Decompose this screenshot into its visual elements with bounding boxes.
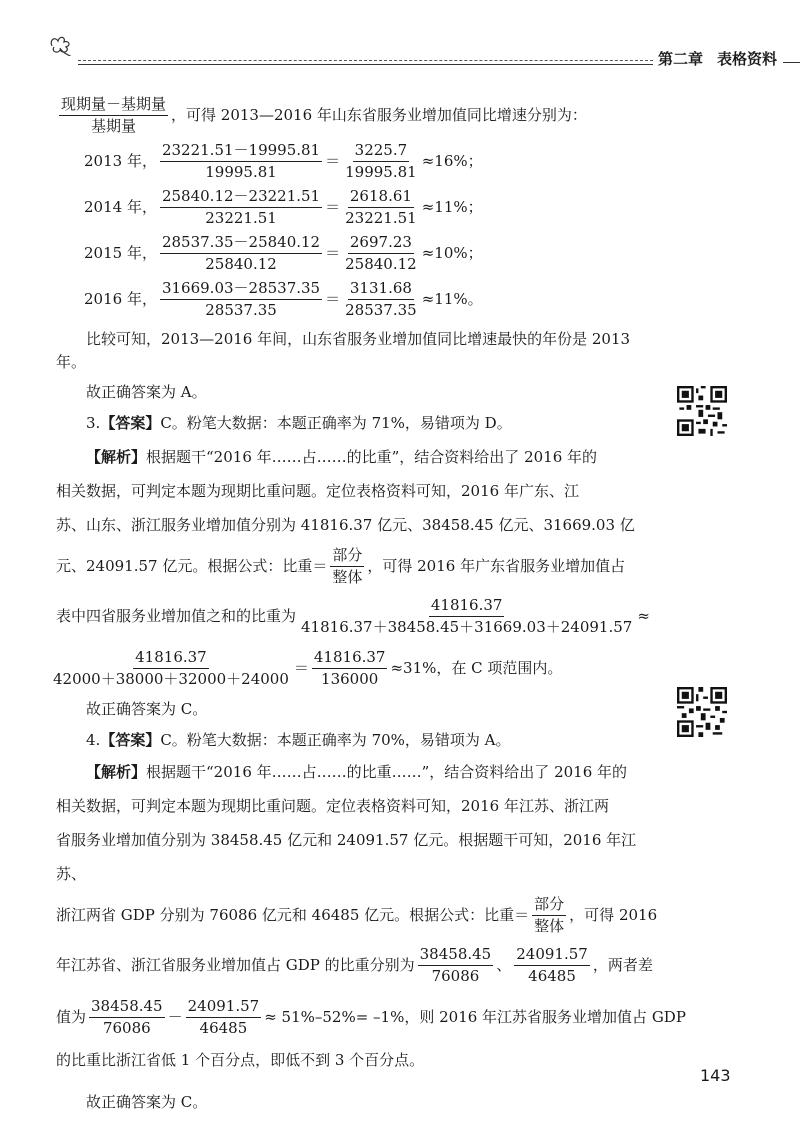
growth-fraction-simplified — [343, 279, 419, 320]
growth-fraction-simplified — [343, 233, 419, 274]
q4-line-6 — [56, 991, 686, 1043]
fraction-numerator: 23221.51－19995.81 — [160, 141, 322, 162]
fraction-denominator: 25840.12 — [345, 254, 417, 273]
q4-line-5-text-b: ，两者差 — [592, 955, 653, 974]
year-label: 2016 年， — [84, 289, 157, 308]
q3-explain-tag: 【解析】 — [86, 448, 147, 466]
fraction-denominator: 76086 — [102, 1018, 151, 1037]
q4-line-1-text: 根据题干“2016 年……占……的比重……”，结合资料给出了 2016 年的 — [146, 763, 628, 781]
fraction-denominator: 76086 — [431, 966, 480, 985]
fraction-numerator: 25840.12－23221.51 — [160, 187, 322, 208]
fraction-denominator: 23221.51 — [345, 208, 417, 227]
growth-row-2015 — [56, 230, 650, 276]
q3-calc-result: ≈31%，在 C 项范围内。 — [390, 658, 563, 677]
q4-line-1 — [56, 755, 650, 789]
fraction-denominator: 42000＋38000＋32000＋24000 — [53, 669, 289, 688]
growth-row-2013 — [56, 138, 650, 184]
q3-line-5-text: 表中四省服务业增加值之和的比重为 — [56, 606, 297, 625]
compare-paragraph: 比较可知，2013—2016 年间，山东省服务业增加值同比增速最快的年份是 2013 年。 — [56, 330, 631, 371]
q3-calc-fraction-2 — [51, 648, 291, 689]
q3-line-4-text-b: ，可得 2016 年广东省服务业增加值占 — [367, 556, 626, 575]
q3-explanation — [53, 440, 650, 721]
fraction-denominator: 136000 — [321, 669, 379, 688]
jiangsu-ratio-fraction — [418, 945, 494, 986]
fraction-numerator: 24091.57 — [186, 997, 262, 1018]
fraction-denominator: 19995.81 — [345, 162, 417, 181]
year-label: 2015 年， — [84, 243, 157, 262]
fraction-numerator: 41816.37 — [312, 648, 388, 669]
header-rule-tail — [783, 62, 800, 63]
formula-denominator: 整体 — [332, 567, 363, 586]
equals-sign: ＝ — [325, 151, 341, 170]
growth-fraction-simplified — [343, 187, 419, 228]
q4-explanation — [56, 755, 686, 1114]
year-label: 2014 年， — [84, 197, 157, 216]
fraction-denominator: 46485 — [199, 1018, 248, 1037]
header-rule-solid — [78, 64, 653, 65]
q3-line-1-text: 根据题干“2016 年……占……的比重”，结合资料给出了 2016 年的 — [146, 448, 598, 466]
q4-line-4-text-a: 浙江两省 GDP 分别为 76086 亿元和 46485 亿元。根据公式：比重＝ — [56, 905, 530, 924]
fraction-numerator: 41816.37 — [133, 648, 209, 669]
zhejiang-ratio-fraction — [514, 945, 590, 986]
jiangsu-ratio-fraction — [89, 997, 165, 1038]
q3-line-3: 苏、山东、浙江服务业增加值分别为 41816.37 亿元、38458.45 亿元、31669.03 亿 — [56, 516, 635, 534]
fraction-denominator: 46485 — [528, 966, 576, 985]
q3-line-2: 相关数据，可判定本题为现期比重问题。定位表格资料可知，2016 年广东、江 — [56, 482, 579, 500]
q4-answer-paragraph: 故正确答案为 C。 — [86, 1093, 208, 1111]
growth-result: ≈11%； — [421, 197, 483, 216]
fraction-denominator: 25840.12 — [205, 254, 277, 273]
q3-line-4-text-a: 元、24091.57 亿元。根据公式：比重＝ — [56, 556, 328, 575]
q4-line-4-text-b: ，可得 2016 — [569, 905, 658, 924]
fraction-denominator: 41816.37＋38458.45＋31669.03＋24091.57 — [301, 617, 633, 636]
equals-sign: ＝ — [293, 658, 309, 677]
fraction-numerator: 38458.45 — [418, 945, 494, 966]
main-content — [53, 92, 686, 1114]
fraction-numerator: 41816.37 — [429, 596, 505, 617]
qr-code-icon[interactable] — [677, 687, 727, 737]
growth-fraction — [160, 233, 322, 274]
q4-number: 4. — [86, 730, 101, 749]
fraction-numerator: 31669.03－28537.35 — [160, 279, 322, 300]
q4-line-5 — [56, 939, 653, 991]
fraction-denominator: 19995.81 — [205, 162, 277, 181]
growth-fraction — [160, 187, 322, 228]
equals-sign: ＝ — [325, 243, 341, 262]
fraction-numerator: 24091.57 — [514, 945, 590, 966]
q4-line-2: 相关数据，可判定本题为现期比重问题。定位表格资料可知，2016 年江苏、浙江两 — [56, 797, 609, 815]
qr-code-icon[interactable] — [677, 386, 727, 436]
minus-sign: － — [167, 1007, 183, 1026]
q4-explain-tag: 【解析】 — [86, 763, 147, 781]
fraction-numerator: 38458.45 — [89, 997, 165, 1018]
fraction-denominator: 28537.35 — [345, 300, 417, 319]
growth-fraction — [160, 279, 322, 320]
ratio-formula — [330, 546, 364, 587]
chapter-number: 第二章 — [658, 50, 704, 68]
q3-answer-text: C。粉笔大数据：本题正确率为 71%，易错项为 D。 — [160, 413, 512, 432]
header-rule — [78, 60, 653, 61]
page-header — [48, 34, 800, 74]
q4-line-6-text-a: 值为 — [56, 1007, 87, 1026]
chapter-title — [658, 48, 777, 69]
chapter-name: 表格资料 — [717, 50, 778, 68]
formula-denominator: 整体 — [534, 916, 565, 935]
q3-answer-line — [56, 412, 650, 435]
clover-logo-icon — [48, 34, 78, 56]
growth-fraction-simplified — [343, 141, 419, 182]
growth-fraction — [160, 141, 322, 182]
fraction-numerator: 2618.61 — [348, 187, 414, 208]
q4-answer-tag: 【答案】 — [100, 730, 161, 749]
formula-intro-text: ，可得 2013—2016 年山东省服务业增加值同比增速分别为： — [171, 105, 587, 124]
approx-sign: ≈ — [637, 606, 650, 625]
q3-line-6 — [48, 642, 650, 694]
q4-answer-line — [56, 729, 650, 752]
ratio-formula — [532, 895, 566, 936]
equals-sign: ＝ — [325, 289, 341, 308]
fraction-numerator: 3225.7 — [353, 141, 410, 162]
q4-line-6-text-b: ≈ 51%–52%= –1%，则 2016 年江苏省服务业增加值占 GDP — [264, 1007, 686, 1026]
growth-row-2014 — [56, 184, 650, 230]
q4-line-3: 省服务业增加值分别为 38458.45 亿元和 24091.57 亿元。根据题干可知，2016 年江苏、 — [56, 831, 637, 883]
separator: 、 — [496, 955, 512, 974]
formula-numerator: 部分 — [330, 546, 364, 567]
formula-numerator: 现期量－基期量 — [59, 95, 168, 116]
growth-result: ≈16%； — [421, 151, 483, 170]
growth-result: ≈11%。 — [421, 289, 483, 308]
q3-calc-fraction-1 — [299, 596, 634, 637]
formula-intro — [56, 92, 650, 138]
q3-number: 3. — [86, 413, 101, 432]
growth-result: ≈10%； — [421, 243, 483, 262]
q3-line-5 — [56, 590, 650, 642]
formula-numerator: 部分 — [532, 895, 566, 916]
formula-denominator: 基期量 — [91, 116, 137, 135]
q4-line-7: 的比重比浙江省低 1 个百分点，即低不到 3 个百分点。 — [56, 1051, 425, 1069]
q4-line-4 — [56, 891, 658, 939]
q4-line-5-text-a: 年江苏省、浙江省服务业增加值占 GDP 的比重分别为 — [56, 955, 415, 974]
q3-answer-paragraph: 故正确答案为 C。 — [86, 700, 208, 718]
q3-calc-fraction-3 — [312, 648, 388, 689]
q4-answer-text: C。粉笔大数据：本题正确率为 70%，易错项为 A。 — [160, 730, 511, 749]
growth-row-2016 — [56, 276, 650, 322]
q3-answer-tag: 【答案】 — [100, 413, 161, 432]
fraction-numerator: 28537.35－25840.12 — [160, 233, 322, 254]
page-number: 143 — [700, 1066, 731, 1085]
fraction-denominator: 23221.51 — [205, 208, 277, 227]
fraction-numerator: 2697.23 — [348, 233, 414, 254]
zhejiang-ratio-fraction — [186, 997, 262, 1038]
q3-line-1 — [56, 440, 650, 474]
answer-a-paragraph: 故正确答案为 A。 — [86, 383, 207, 401]
q3-line-4 — [56, 542, 650, 590]
equals-sign: ＝ — [325, 197, 341, 216]
year-label: 2013 年， — [84, 151, 157, 170]
fraction-denominator: 28537.35 — [205, 300, 277, 319]
fraction-numerator: 3131.68 — [348, 279, 414, 300]
growth-formula — [59, 95, 168, 136]
